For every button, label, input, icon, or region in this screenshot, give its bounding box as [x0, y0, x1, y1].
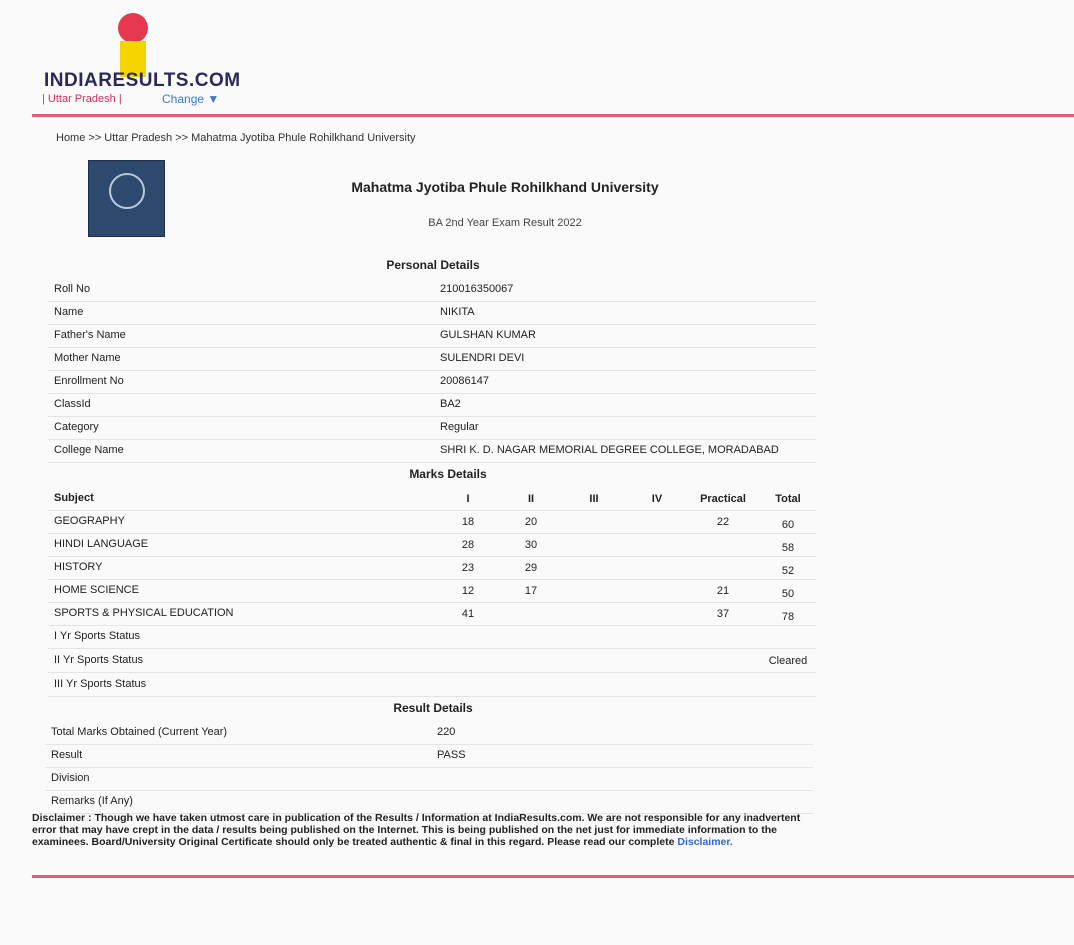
personal-row — [48, 279, 816, 302]
marks-row — [48, 580, 816, 603]
mark-i: 23 — [461, 562, 475, 574]
result-label: Remarks (If Any) — [51, 795, 133, 807]
header-divider — [32, 114, 1074, 117]
mark-total: 50 — [781, 588, 795, 600]
sports-row — [48, 650, 816, 673]
disclaimer-text: Disclaimer : Though we have taken utmost care in publication of the Results / Information at IndiaResults.com. We are not responsible for any inadvertent error that may have crept in the data / results being published on the Internet. This is being published on the net just for immediate information to the examinees. Board/University Original Certificate should only be treated authentic & final in this regard. Please read our complete — [32, 812, 801, 848]
exam-title: BA 2nd Year Exam Result 2022 — [428, 217, 582, 229]
personal-row — [48, 348, 816, 371]
university-logo — [88, 160, 165, 237]
personal-value: Regular — [440, 421, 479, 433]
subject-name: SPORTS & PHYSICAL EDUCATION — [54, 607, 234, 619]
personal-row — [48, 440, 816, 463]
sports-row — [48, 626, 816, 649]
personal-row — [48, 394, 816, 417]
personal-value: BA2 — [440, 398, 461, 410]
subject-name: HINDI LANGUAGE — [54, 538, 149, 550]
personal-label: ClassId — [54, 398, 91, 410]
subject-name: GEOGRAPHY — [54, 515, 125, 527]
brand-name: INDIARESULTS.COM — [44, 70, 241, 91]
sports-row — [48, 674, 816, 697]
mark-practical: 22 — [716, 516, 730, 528]
personal-row — [48, 325, 816, 348]
result-label: Result — [51, 749, 83, 761]
personal-value: 210016350067 — [440, 283, 514, 295]
disclaimer-link[interactable]: Disclaimer. — [677, 836, 733, 848]
mark-i: 12 — [461, 585, 475, 597]
personal-label: Father's Name — [54, 329, 126, 341]
breadcrumb[interactable]: Home >> Uttar Pradesh >> Mahatma Jyotiba Phule Rohilkhand University — [56, 132, 416, 144]
col-i: I — [466, 493, 470, 505]
logo-dot-icon — [118, 13, 148, 43]
mark-ii: 29 — [524, 562, 538, 574]
marks-row — [48, 557, 816, 580]
mark-total: 78 — [781, 611, 795, 623]
col-ii: II — [527, 493, 535, 505]
mark-i: 28 — [461, 539, 475, 551]
footer-divider — [32, 875, 1074, 878]
personal-label: Mother Name — [54, 352, 121, 364]
mark-total: 58 — [781, 542, 795, 554]
col-total: Total — [775, 493, 801, 505]
personal-label: Roll No — [54, 283, 91, 295]
personal-label: College Name — [54, 444, 124, 456]
sports-value: Cleared — [768, 655, 808, 667]
marks-details-heading: Marks Details — [409, 467, 487, 481]
col-iv: IV — [651, 493, 663, 505]
result-value: 220 — [437, 726, 456, 738]
marks-row — [48, 511, 816, 534]
personal-value: SULENDRI DEVI — [440, 352, 525, 364]
result-label: Division — [51, 772, 90, 784]
personal-row — [48, 417, 816, 440]
state-label: | Uttar Pradesh | — [42, 93, 122, 105]
personal-value: SHRI K. D. NAGAR MEMORIAL DEGREE COLLEGE, MORADABAD — [440, 444, 779, 456]
university-name: Mahatma Jyotiba Phule Rohilkhand University — [351, 179, 659, 195]
personal-row — [48, 371, 816, 394]
result-label: Total Marks Obtained (Current Year) — [51, 726, 228, 738]
result-row — [45, 791, 813, 814]
disclaimer — [32, 812, 822, 848]
marks-row — [48, 603, 816, 626]
mark-ii: 30 — [524, 539, 538, 551]
mark-practical: 37 — [716, 608, 730, 620]
marks-row — [48, 534, 816, 557]
mark-practical: 21 — [716, 585, 730, 597]
mark-i: 18 — [461, 516, 475, 528]
mark-i: 41 — [461, 608, 475, 620]
personal-value: 20086147 — [440, 375, 489, 387]
subject-name: HOME SCIENCE — [54, 584, 139, 596]
result-row — [45, 745, 813, 768]
personal-row — [48, 302, 816, 325]
personal-value: NIKITA — [440, 306, 475, 318]
subject-name: HISTORY — [54, 561, 103, 573]
result-row — [45, 722, 813, 745]
mark-total: 52 — [781, 565, 795, 577]
change-state-link[interactable]: Change ▼ — [162, 92, 220, 106]
emblem-icon — [109, 173, 145, 209]
col-practical: Practical — [700, 493, 746, 505]
sports-label: II Yr Sports Status — [54, 654, 144, 666]
mark-ii: 20 — [524, 516, 538, 528]
sports-label: I Yr Sports Status — [54, 630, 141, 642]
mark-total: 60 — [781, 519, 795, 531]
sports-label: III Yr Sports Status — [54, 678, 147, 690]
col-iii: III — [589, 493, 599, 505]
site-logo[interactable] — [40, 8, 240, 108]
mark-ii: 17 — [524, 585, 538, 597]
personal-label: Enrollment No — [54, 375, 124, 387]
col-subject: Subject — [54, 492, 94, 504]
result-details-heading: Result Details — [393, 701, 473, 715]
marks-header-row — [48, 488, 816, 511]
personal-label: Name — [54, 306, 84, 318]
result-value: PASS — [437, 749, 466, 761]
personal-value: GULSHAN KUMAR — [440, 329, 536, 341]
personal-label: Category — [54, 421, 99, 433]
personal-details-heading: Personal Details — [386, 258, 480, 272]
result-row — [45, 768, 813, 791]
